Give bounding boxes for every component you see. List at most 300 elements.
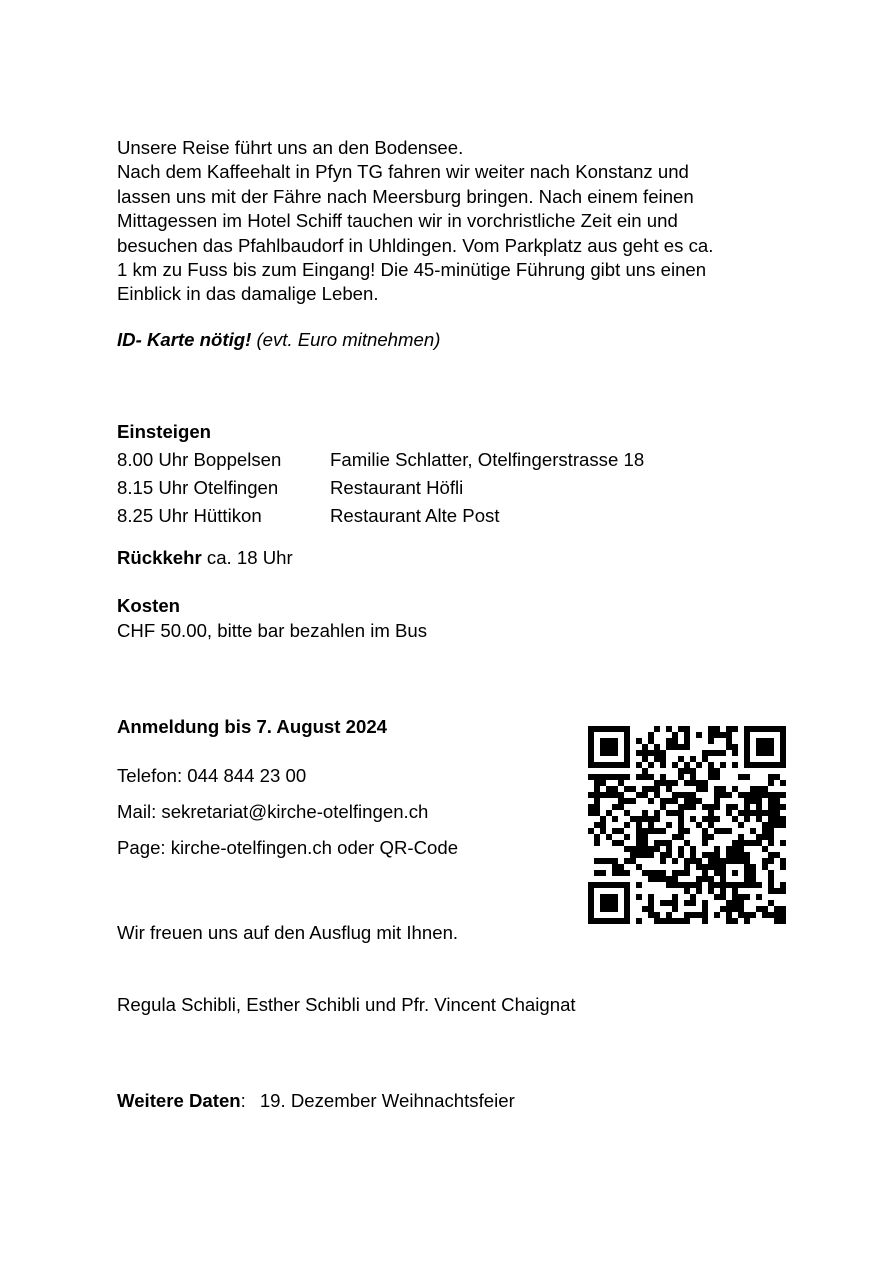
- qr-module: [714, 870, 720, 876]
- qr-module: [768, 870, 774, 876]
- id-card-note: [117, 328, 440, 352]
- qr-module: [708, 858, 714, 864]
- intro-line: besuchen das Pfahlbaudorf in Uhldingen. Vom Parkplatz aus geht es ca.: [117, 234, 714, 256]
- cost-heading: [117, 594, 180, 618]
- qr-module: [672, 762, 678, 768]
- qr-module: [702, 834, 708, 840]
- qr-module: [600, 762, 606, 768]
- qr-module: [588, 894, 594, 900]
- qr-module: [660, 798, 666, 804]
- qr-module: [678, 870, 684, 876]
- qr-module: [732, 858, 738, 864]
- qr-module: [642, 750, 648, 756]
- qr-module: [654, 726, 660, 732]
- qr-module: [708, 768, 714, 774]
- qr-module: [642, 810, 648, 816]
- qr-module: [768, 834, 774, 840]
- qr-module: [744, 792, 750, 798]
- qr-module: [594, 774, 600, 780]
- qr-module: [648, 738, 654, 744]
- qr-module: [762, 738, 768, 744]
- qr-module: [768, 762, 774, 768]
- qr-module: [774, 816, 780, 822]
- qr-module: [744, 810, 750, 816]
- qr-module: [774, 792, 780, 798]
- qr-module: [750, 762, 756, 768]
- qr-module: [702, 918, 708, 924]
- qr-module: [660, 780, 666, 786]
- qr-module: [690, 912, 696, 918]
- qr-module: [624, 762, 630, 768]
- qr-module: [660, 774, 666, 780]
- qr-module: [780, 804, 786, 810]
- qr-module: [744, 762, 750, 768]
- qr-module: [636, 882, 642, 888]
- qr-module: [636, 852, 642, 858]
- qr-module: [624, 822, 630, 828]
- qr-module: [708, 738, 714, 744]
- qr-module: [744, 804, 750, 810]
- intro-line: Einblick in das damalige Leben.: [117, 283, 379, 305]
- qr-module: [618, 780, 624, 786]
- intro-line: Nach dem Kaffeehalt in Pfyn TG fahren wir weiter nach Konstanz und: [117, 161, 689, 183]
- qr-module: [738, 810, 744, 816]
- qr-module: [654, 870, 660, 876]
- qr-module: [780, 912, 786, 918]
- qr-module: [726, 900, 732, 906]
- stop-time: 8.15 Uhr Otelfingen: [117, 477, 279, 498]
- qr-module: [624, 750, 630, 756]
- qr-module: [756, 786, 762, 792]
- qr-code[interactable]: [588, 726, 786, 924]
- qr-module: [630, 858, 636, 864]
- qr-module: [678, 768, 684, 774]
- qr-module: [750, 882, 756, 888]
- intro-paragraph: [117, 136, 817, 307]
- qr-module: [594, 726, 600, 732]
- qr-module: [588, 732, 594, 738]
- qr-module: [738, 882, 744, 888]
- qr-module: [684, 744, 690, 750]
- qr-module: [714, 816, 720, 822]
- stop-place: Restaurant Höfli: [330, 477, 464, 498]
- qr-module: [690, 852, 696, 858]
- qr-module: [756, 906, 762, 912]
- qr-module: [762, 786, 768, 792]
- boarding-stop: [117, 504, 500, 528]
- qr-module: [780, 918, 786, 924]
- qr-module: [648, 900, 654, 906]
- qr-module: [660, 876, 666, 882]
- qr-module: [684, 798, 690, 804]
- qr-module: [636, 834, 642, 840]
- qr-module: [612, 906, 618, 912]
- qr-module: [678, 810, 684, 816]
- qr-module: [690, 792, 696, 798]
- qr-module: [750, 786, 756, 792]
- euro-hint: (evt. Euro mitnehmen): [251, 329, 441, 350]
- qr-module: [660, 852, 666, 858]
- qr-module: [750, 828, 756, 834]
- qr-module: [600, 900, 606, 906]
- qr-module: [768, 840, 774, 846]
- qr-module: [624, 834, 630, 840]
- qr-module: [618, 774, 624, 780]
- qr-module: [588, 804, 594, 810]
- qr-module: [672, 810, 678, 816]
- further-colon: :: [240, 1090, 246, 1111]
- qr-module: [636, 792, 642, 798]
- phone-info: Telefon: 044 844 23 00: [117, 765, 307, 786]
- qr-module: [774, 822, 780, 828]
- qr-module: [660, 762, 666, 768]
- qr-module: [696, 864, 702, 870]
- qr-module: [702, 828, 708, 834]
- qr-module: [624, 738, 630, 744]
- qr-module: [756, 750, 762, 756]
- qr-module: [600, 870, 606, 876]
- qr-module: [642, 846, 648, 852]
- qr-module: [720, 870, 726, 876]
- qr-module: [642, 906, 648, 912]
- qr-module: [678, 804, 684, 810]
- qr-module: [732, 870, 738, 876]
- qr-module: [612, 840, 618, 846]
- qr-module: [756, 762, 762, 768]
- qr-module: [762, 828, 768, 834]
- qr-module: [600, 744, 606, 750]
- qr-module: [660, 858, 666, 864]
- qr-module: [726, 792, 732, 798]
- qr-module: [636, 840, 642, 846]
- qr-module: [666, 738, 672, 744]
- qr-module: [672, 792, 678, 798]
- qr-module: [636, 738, 642, 744]
- qr-module: [684, 912, 690, 918]
- qr-module: [648, 828, 654, 834]
- qr-module: [690, 900, 696, 906]
- qr-module: [612, 816, 618, 822]
- qr-module: [612, 762, 618, 768]
- stop-time: 8.00 Uhr Boppelsen: [117, 449, 282, 470]
- qr-module: [678, 822, 684, 828]
- qr-module: [630, 846, 636, 852]
- qr-module: [648, 774, 654, 780]
- qr-module: [594, 762, 600, 768]
- qr-module: [654, 840, 660, 846]
- qr-module: [780, 858, 786, 864]
- qr-module: [654, 876, 660, 882]
- qr-module: [756, 726, 762, 732]
- qr-module: [678, 918, 684, 924]
- qr-module: [636, 816, 642, 822]
- qr-module: [654, 756, 660, 762]
- qr-module: [648, 786, 654, 792]
- qr-module: [732, 846, 738, 852]
- qr-module: [606, 738, 612, 744]
- qr-module: [684, 840, 690, 846]
- qr-module: [654, 792, 660, 798]
- qr-module: [606, 792, 612, 798]
- qr-module: [606, 834, 612, 840]
- qr-module: [624, 882, 630, 888]
- qr-module: [702, 756, 708, 762]
- qr-module: [660, 750, 666, 756]
- qr-module: [624, 894, 630, 900]
- qr-module: [588, 738, 594, 744]
- qr-module: [678, 726, 684, 732]
- qr-module: [612, 786, 618, 792]
- qr-module: [714, 750, 720, 756]
- qr-module: [666, 840, 672, 846]
- qr-module: [618, 864, 624, 870]
- qr-module: [696, 912, 702, 918]
- qr-module: [594, 804, 600, 810]
- qr-module: [732, 750, 738, 756]
- qr-module: [618, 726, 624, 732]
- qr-module: [744, 798, 750, 804]
- qr-module: [600, 828, 606, 834]
- qr-module: [720, 762, 726, 768]
- qr-module: [696, 882, 702, 888]
- qr-module: [762, 846, 768, 852]
- qr-module: [612, 882, 618, 888]
- qr-module: [708, 732, 714, 738]
- qr-module: [588, 744, 594, 750]
- qr-module: [756, 738, 762, 744]
- qr-module: [600, 774, 606, 780]
- qr-module: [672, 834, 678, 840]
- stop-place: Restaurant Alte Post: [330, 505, 500, 526]
- qr-module: [732, 762, 738, 768]
- qr-module: [756, 894, 762, 900]
- qr-module: [630, 852, 636, 858]
- qr-module: [744, 918, 750, 924]
- qr-module: [666, 822, 672, 828]
- qr-module: [714, 726, 720, 732]
- qr-module: [588, 774, 594, 780]
- qr-module: [642, 870, 648, 876]
- qr-module: [744, 744, 750, 750]
- qr-module: [768, 828, 774, 834]
- qr-module: [714, 912, 720, 918]
- qr-module: [726, 918, 732, 924]
- qr-module: [738, 774, 744, 780]
- qr-module: [600, 726, 606, 732]
- qr-module: [696, 876, 702, 882]
- qr-module: [624, 744, 630, 750]
- qr-module: [666, 744, 672, 750]
- qr-module: [702, 804, 708, 810]
- qr-module: [588, 750, 594, 756]
- qr-module: [720, 876, 726, 882]
- qr-module: [714, 792, 720, 798]
- qr-module: [708, 852, 714, 858]
- cost-heading-text: Kosten: [117, 595, 181, 616]
- qr-module: [714, 882, 720, 888]
- qr-module: [672, 906, 678, 912]
- qr-module: [732, 888, 738, 894]
- qr-module: [726, 726, 732, 732]
- qr-module: [756, 882, 762, 888]
- qr-module: [636, 864, 642, 870]
- qr-module: [678, 834, 684, 840]
- qr-module: [666, 810, 672, 816]
- qr-module: [660, 828, 666, 834]
- qr-module: [636, 918, 642, 924]
- qr-module: [744, 774, 750, 780]
- qr-module: [666, 798, 672, 804]
- qr-module: [642, 786, 648, 792]
- qr-module: [756, 798, 762, 804]
- qr-module: [654, 912, 660, 918]
- qr-module: [588, 726, 594, 732]
- qr-module: [654, 828, 660, 834]
- qr-module: [648, 816, 654, 822]
- qr-module: [666, 900, 672, 906]
- qr-module: [690, 798, 696, 804]
- qr-module: [708, 726, 714, 732]
- qr-module: [678, 852, 684, 858]
- qr-module: [678, 756, 684, 762]
- qr-module: [684, 726, 690, 732]
- qr-module: [702, 870, 708, 876]
- qr-module: [750, 870, 756, 876]
- qr-module: [690, 882, 696, 888]
- qr-module: [690, 804, 696, 810]
- qr-module: [744, 738, 750, 744]
- qr-module: [636, 774, 642, 780]
- qr-module: [606, 726, 612, 732]
- qr-module: [678, 882, 684, 888]
- qr-module: [684, 828, 690, 834]
- return-time: ca. 18 Uhr: [201, 547, 293, 568]
- qr-module: [618, 840, 624, 846]
- qr-module: [648, 906, 654, 912]
- qr-module: [618, 918, 624, 924]
- qr-module: [780, 750, 786, 756]
- qr-module: [720, 888, 726, 894]
- qr-module: [702, 912, 708, 918]
- qr-module: [606, 810, 612, 816]
- qr-module: [708, 762, 714, 768]
- qr-module: [648, 876, 654, 882]
- qr-module: [696, 780, 702, 786]
- qr-module: [624, 798, 630, 804]
- qr-module: [612, 828, 618, 834]
- qr-module: [696, 786, 702, 792]
- qr-module: [648, 822, 654, 828]
- qr-module: [762, 858, 768, 864]
- qr-module: [702, 876, 708, 882]
- qr-module: [738, 846, 744, 852]
- qr-module: [624, 774, 630, 780]
- qr-module: [690, 774, 696, 780]
- qr-module: [762, 906, 768, 912]
- intro-line: lassen uns mit der Fähre nach Meersburg bringen. Nach einem feinen: [117, 185, 694, 207]
- qr-module: [690, 756, 696, 762]
- qr-module: [726, 828, 732, 834]
- qr-module: [666, 786, 672, 792]
- qr-module: [612, 804, 618, 810]
- further-label: Weitere Daten: [117, 1090, 241, 1111]
- qr-module: [642, 756, 648, 762]
- qr-module: [648, 732, 654, 738]
- qr-module: [768, 780, 774, 786]
- qr-module: [714, 894, 720, 900]
- qr-module: [756, 792, 762, 798]
- qr-module: [696, 888, 702, 894]
- qr-module: [702, 840, 708, 846]
- qr-module: [690, 816, 696, 822]
- qr-module: [732, 804, 738, 810]
- qr-module: [672, 900, 678, 906]
- qr-module: [696, 798, 702, 804]
- qr-module: [762, 864, 768, 870]
- qr-module: [684, 858, 690, 864]
- qr-module: [744, 816, 750, 822]
- qr-module: [738, 912, 744, 918]
- qr-module: [612, 864, 618, 870]
- qr-module: [606, 858, 612, 864]
- qr-module: [588, 756, 594, 762]
- qr-module: [750, 798, 756, 804]
- intro-line: Unsere Reise führt uns an den Bodensee.: [117, 137, 464, 158]
- qr-module: [612, 750, 618, 756]
- return-info: [117, 546, 293, 570]
- qr-module: [726, 912, 732, 918]
- qr-module: [594, 810, 600, 816]
- qr-module: [684, 768, 690, 774]
- further-dates: [117, 1089, 515, 1113]
- qr-module: [588, 918, 594, 924]
- qr-module: [708, 834, 714, 840]
- qr-module: [744, 840, 750, 846]
- qr-module: [744, 894, 750, 900]
- qr-module: [606, 906, 612, 912]
- qr-module: [648, 912, 654, 918]
- qr-module: [672, 858, 678, 864]
- qr-module: [780, 888, 786, 894]
- qr-module: [636, 822, 642, 828]
- qr-module: [780, 792, 786, 798]
- qr-module: [594, 780, 600, 786]
- qr-module: [588, 912, 594, 918]
- qr-module: [636, 750, 642, 756]
- qr-module: [774, 852, 780, 858]
- qr-module: [636, 762, 642, 768]
- qr-module: [768, 792, 774, 798]
- qr-module: [618, 762, 624, 768]
- qr-module: [756, 804, 762, 810]
- qr-module: [738, 822, 744, 828]
- qr-module: [588, 888, 594, 894]
- qr-module: [636, 846, 642, 852]
- qr-module: [738, 852, 744, 858]
- qr-module: [612, 858, 618, 864]
- qr-module: [738, 858, 744, 864]
- qr-module: [594, 798, 600, 804]
- qr-module: [768, 858, 774, 864]
- qr-module: [720, 732, 726, 738]
- qr-module: [762, 912, 768, 918]
- qr-module: [750, 792, 756, 798]
- qr-module: [642, 768, 648, 774]
- signature: Regula Schibli, Esther Schibli und Pfr. Vincent Chaignat: [117, 994, 576, 1015]
- mail-info: Mail: sekretariat@kirche-otelfingen.ch: [117, 801, 429, 822]
- qr-module: [600, 780, 606, 786]
- qr-module: [600, 738, 606, 744]
